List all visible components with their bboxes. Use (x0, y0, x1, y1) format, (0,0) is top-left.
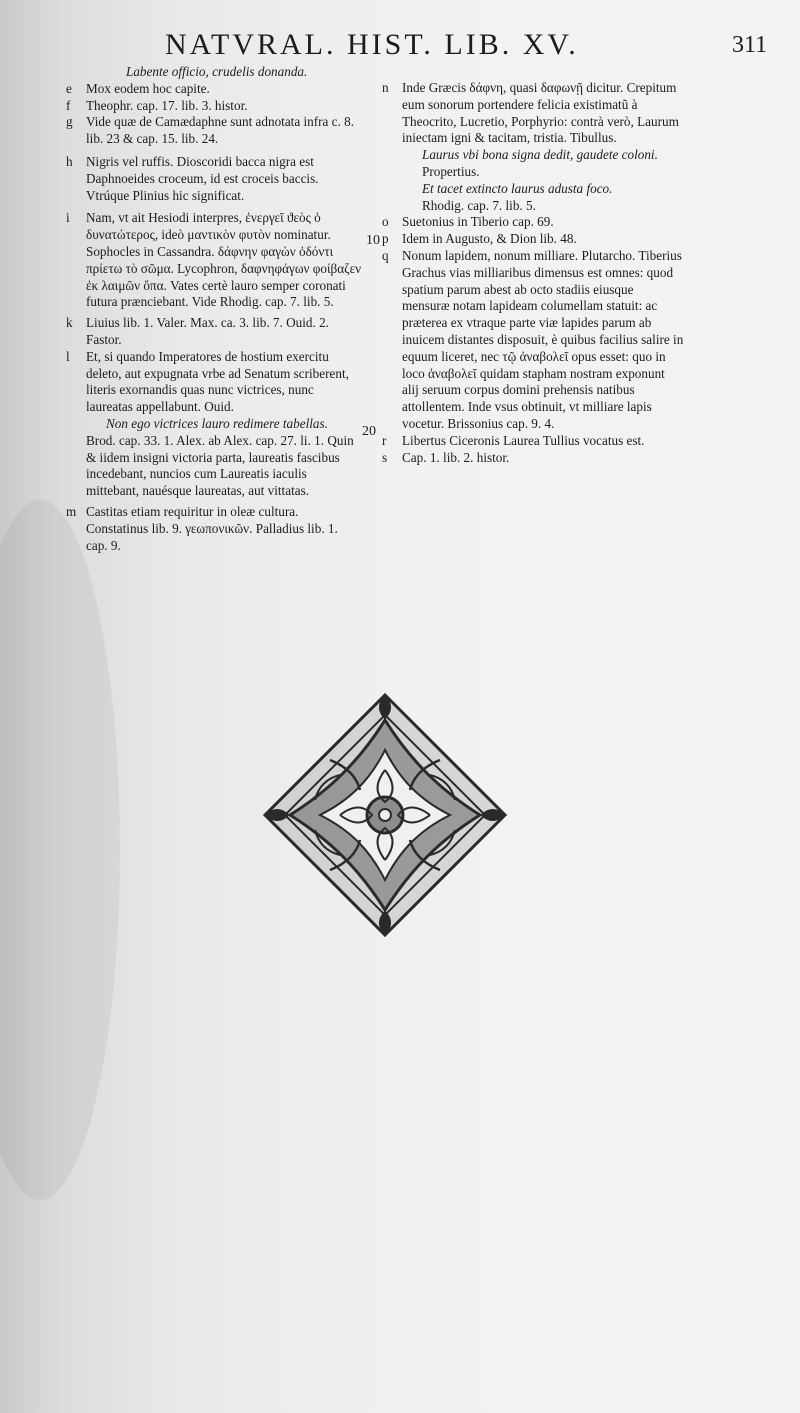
note-p (382, 231, 684, 248)
page-shadow (0, 500, 120, 1200)
note-mark: g (66, 114, 73, 130)
note-r (382, 433, 684, 450)
note-mark: k (66, 315, 73, 331)
note-k (66, 315, 362, 349)
note-e (66, 81, 362, 98)
source-line: Propertius. (422, 163, 480, 179)
note-n (382, 80, 684, 147)
note-mark: e (66, 80, 72, 96)
note-mark: o (382, 214, 389, 230)
note-text: Cap. 1. lib. 2. histor. (402, 449, 510, 465)
right-notes-column (382, 80, 684, 466)
source-line: Rhodig. cap. 7. lib. 5. (422, 197, 536, 213)
verse-line: Non ego victrices lauro redimere tabellas. (106, 415, 328, 431)
note-text: Idem in Augusto, & Dion lib. 48. (402, 231, 577, 247)
note-text: Mox eodem hoc capite. (86, 80, 210, 96)
note-f (66, 98, 362, 115)
note-text: Inde Græcis δάφνη, quasi δαφωνῇ dicitur. Crepitum eum sonorum portendere felicia existimatũ à Theocrito, Lucretio, Porphyrio: contrà verò, Laurum iniectam igni & tacitam, tristia. Tibullus. (402, 80, 679, 146)
note-mark: f (66, 97, 71, 113)
note-q (382, 248, 684, 433)
note-text: Vide quæ de Camædaphne sunt adnotata infra c. 8. lib. 23 & cap. 15. lib. 24. (86, 114, 355, 147)
note-text: Nam, vt ait Hesiodi interpres, ἐνεργεῖ ϑεὸς ὁ δυνατώτερος, ideò μαντικὸν φυτὸν nominatur. Sophocles in Cassandra. δάφνην φαγὼν ὀδόντι πρίετω τὸ σῶμα. Lycophron, δαφνηφάγων φοίβαζεν ἐκ λαιμῶν ὄπα. Vates certè lauro semper coronati futura prænciebant. Vide Rhodig. cap. 7. lib. 5. (86, 210, 362, 310)
note-mark: p (382, 231, 389, 247)
note-mark: l (66, 348, 70, 364)
note-m (66, 504, 362, 554)
note-h (66, 154, 362, 204)
running-title: NATVRAL. HIST. LIB. XV. (165, 28, 579, 61)
note-text: Et, si quando Imperatores de hostium exercitu deleto, aut expugnata vrbe ad Senatum scriberent, literis exornandis quas nunc victrices, nunc laureatas appellabunt. Ouid. (86, 348, 349, 415)
note-text: Nigris vel ruffis. Dioscoridi bacca nigra est Daphnoeides croceum, id est croceis baccis. Vtrúque Plinius hic significat. (86, 153, 319, 203)
verse-line: Et tacet extincto laurus adusta foco. (422, 180, 613, 196)
note-text: Castitas etiam requiritur in oleæ cultura. Constatinus lib. 9. γεωπονικῶν. Palladius lib. 1. cap. 9. (86, 503, 338, 553)
note-text: Nonum lapidem, nonum milliare. Plutarcho. Tiberius Grachus vias milliaribus dimensus est omnes: quod spatium parum abest ab octo stadiis eiusque mensuræ notam lapideam columellam statuit: ac præterea ex vtraque parte viæ lapides parum ab inuicem distantes disposuit, è quibus facilius salire in equum liceret, nec τῷ ἀναβολεῖ opus esset: quo in loco ἀναβολεῖ quidam stapham nostram exponunt alij seruum corpus domini prehensis natibus attollentem. Inde vsus obtinuit, vt milliare lapis vocetur. Brissonius cap. 9. 4. (402, 247, 684, 431)
line-number-20: 20 (362, 424, 376, 439)
note-mark: m (66, 503, 77, 519)
line-number-10: 10 (366, 233, 380, 248)
note-text: Liuius lib. 1. Valer. Max. ca. 3. lib. 7. Ouid. 2. Fastor. (86, 315, 329, 347)
note-o (382, 214, 684, 231)
page-number: 311 (732, 32, 768, 58)
note-s (382, 450, 684, 467)
note-l (66, 349, 362, 416)
note-mark: s (382, 449, 388, 465)
fleuron-ornament-icon (260, 690, 510, 940)
note-g (66, 114, 362, 148)
note-mark: i (66, 210, 70, 226)
note-mark: r (382, 432, 387, 448)
note-mark: q (382, 247, 389, 263)
note-text: Theophr. cap. 17. lib. 3. histor. (86, 97, 248, 113)
note-mark: n (382, 80, 389, 95)
page-header (0, 28, 800, 68)
note-text: Suetonius in Tiberio cap. 69. (402, 214, 554, 230)
verse-line: Labente officio, crudelis donanda. (126, 64, 308, 79)
note-l-continued: Brod. cap. 33. 1. Alex. ab Alex. cap. 27. li. 1. Quin & iidem insigni victoria parta, laureatis fascibus incedebant, nuncios cum Laureatis iaculis mittebant, nauésque laureatas, aut vittatas. (86, 432, 354, 499)
left-notes-column (66, 64, 362, 554)
note-i (66, 210, 362, 311)
note-text: Libertus Ciceronis Laurea Tullius vocatus est. (402, 432, 645, 448)
verse-line: Laurus vbi bona signa dedit, gaudete coloni. (422, 147, 658, 163)
note-mark: h (66, 153, 73, 169)
